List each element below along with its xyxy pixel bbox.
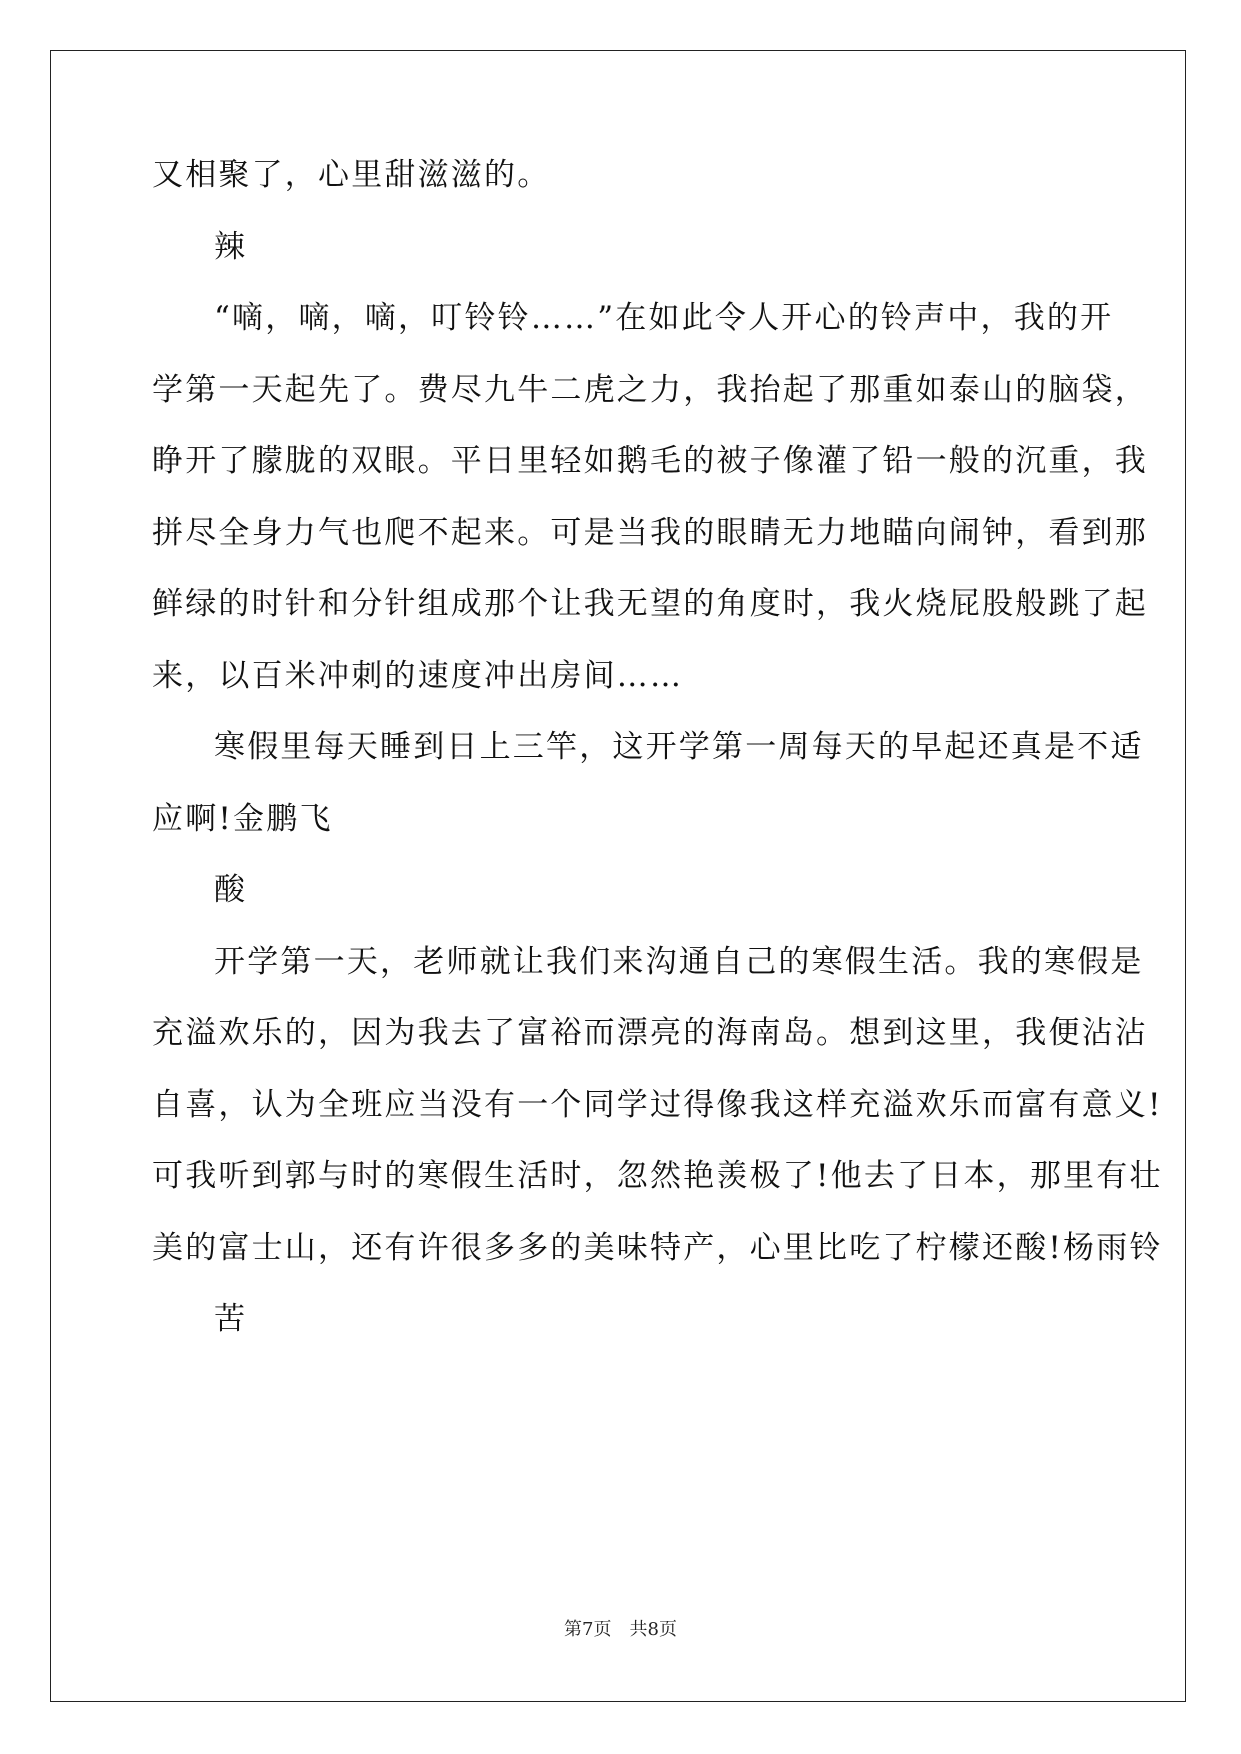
text-line: 应啊!金鹏飞: [152, 800, 333, 837]
text-line: 寒假里每天睡到日上三竿，这开学第一周每天的早起还真是不适: [214, 729, 1144, 765]
page-footer: 第7页 共8页: [564, 1619, 677, 1640]
text-line: 美的富士山，还有许很多多的美味特产，心里比吃了柠檬还酸!杨雨铃: [152, 1229, 1163, 1266]
text-line: 辣: [214, 228, 248, 265]
text-line: 又相聚了，心里甜滋滋的。: [152, 157, 551, 193]
text-line: 睁开了朦胧的双眼。平日里轻如鹅毛的被子像灌了铅一般的沉重，我: [152, 443, 1148, 479]
text-line: 开学第一天，老师就让我们来沟通自己的寒假生活。我的寒假是: [214, 943, 1144, 980]
text-line: 学第一天起先了。费尽九牛二虎之力，我抬起了那重如泰山的脑袋，: [152, 371, 1148, 408]
text-line: 鲜绿的时针和分针组成那个让我无望的角度时，我火烧屁股般跳了起: [152, 586, 1148, 622]
text-line: 酸: [214, 872, 248, 908]
text-line: 来，以百米冲刺的速度冲出房间……: [152, 657, 684, 694]
text-line: 苦: [214, 1301, 248, 1337]
text-line: 充溢欢乐的，因为我去了富裕而漂亮的海南岛。想到这里，我便沾沾: [152, 1015, 1148, 1051]
text-line: 自喜，认为全班应当没有一个同学过得像我这样充溢欢乐而富有意义!: [152, 1086, 1163, 1123]
text-line: 可我听到郭与时的寒假生活时，忽然艳羡极了!他去了日本，那里有壮: [152, 1158, 1163, 1194]
text-line: 拼尽全身力气也爬不起来。可是当我的眼睛无力地瞄向闹钟，看到那: [152, 514, 1148, 551]
text-line: “嘀，嘀，嘀，叮铃铃……”在如此令人开心的铃声中，我的开: [214, 300, 1114, 336]
